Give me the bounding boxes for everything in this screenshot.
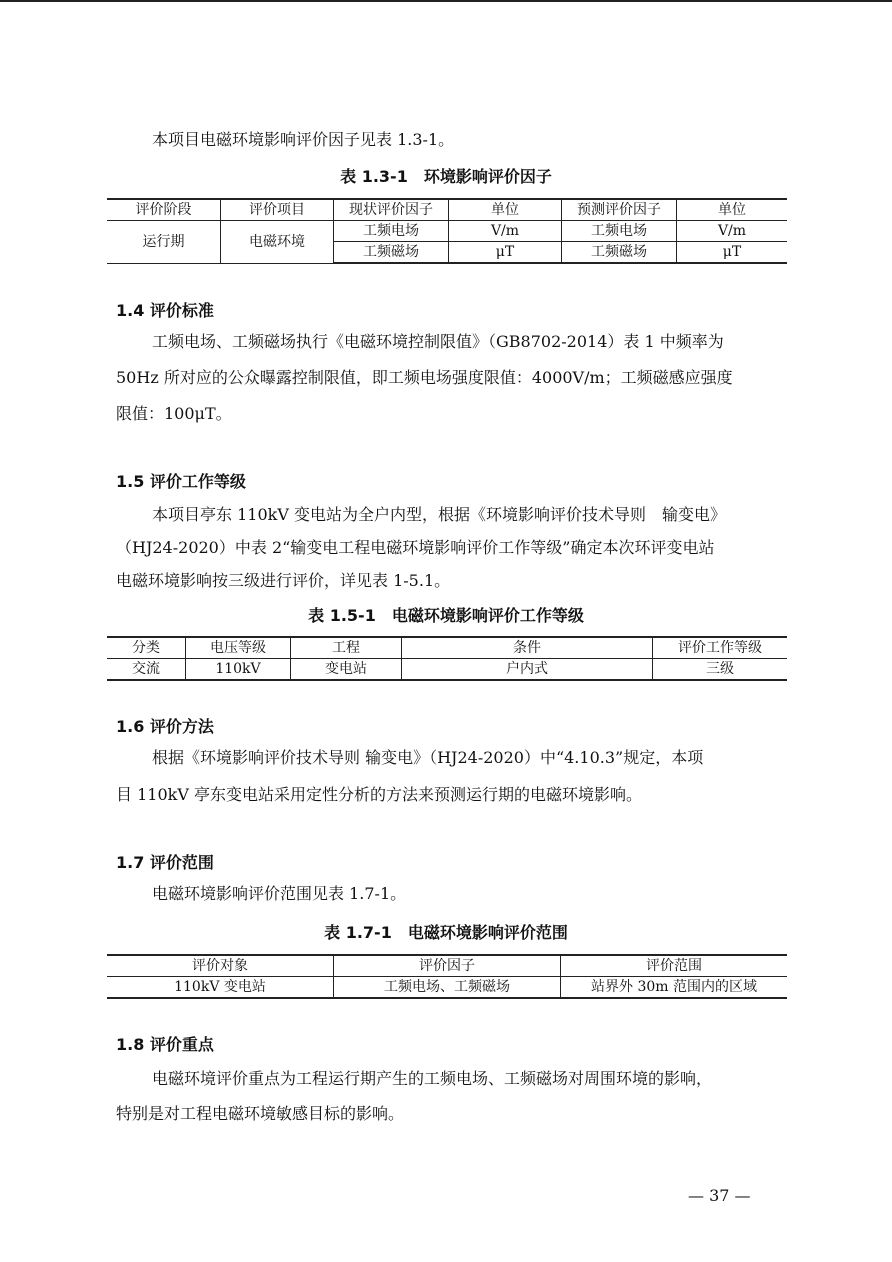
paragraph-line: 特别是对工程电磁环境敏感目标的影响。 [116,1104,405,1123]
table-cell: 户内式 [402,659,653,681]
table-cell: 变电站 [291,659,402,681]
paragraph-line: 本项目亭东 110kV 变电站为全户内型，根据《环境影响评价技术导则 输变电》 [152,505,726,524]
top-rule [0,0,892,2]
intro-text: 本项目电磁环境影响评价因子见表 1.3-1。 [152,130,455,149]
page-number: — 37 — [688,1186,751,1205]
table-header-row [107,199,787,221]
table-row [107,221,787,242]
table-row [107,977,787,999]
table-cell: 工频磁场 [562,242,677,264]
stage-cell: 运行期 [107,221,221,264]
header-cell: 评价工作等级 [653,637,788,659]
header-cell: 评价因子 [334,955,561,977]
section-heading-1-8: 1.8 评价重点 [116,1035,214,1054]
header-cell: 评价对象 [107,955,334,977]
table-1-7-1-caption: 表 1.7-1 电磁环境影响评价范围 [324,923,568,942]
header-cell: 现状评价因子 [334,199,449,221]
paragraph-line: （HJ24-2020）中表 2“输变电工程电磁环境影响评价工作等级”确定本次环评变电站 [116,538,715,557]
header-cell: 评价阶段 [107,199,221,221]
paragraph-line: 电磁环境评价重点为工程运行期产生的工频电场、工频磁场对周围环境的影响， [152,1069,713,1088]
table-cell: 三级 [653,659,788,681]
table-1-5-1-caption: 表 1.5-1 电磁环境影响评价工作等级 [308,606,584,625]
section-heading-1-4: 1.4 评价标准 [116,301,214,320]
header-cell: 单位 [449,199,562,221]
paragraph-line: 目 110kV 亭东变电站采用定性分析的方法来预测运行期的电磁环境影响。 [116,785,642,804]
table-cell: 工频磁场 [334,242,449,264]
section-heading-1-7: 1.7 评价范围 [116,853,214,872]
header-cell: 预测评价因子 [562,199,677,221]
table-1-3-1-caption: 表 1.3-1 环境影响评价因子 [340,167,552,186]
table-cell: 110kV 变电站 [107,977,334,999]
header-cell: 电压等级 [186,637,291,659]
table-cell: 交流 [107,659,186,681]
table-1-7-1 [107,954,787,999]
table-1-5-1 [107,636,787,681]
paragraph-line: 50Hz 所对应的公众曝露控制限值，即工频电场强度限值：4000V/m；工频磁感应强度 [116,368,733,387]
paragraph-line: 工频电场、工频磁场执行《电磁环境控制限值》（GB8702-2014）表 1 中频率为 [152,332,724,351]
table-cell: μT [677,242,788,264]
table-cell: μT [449,242,562,264]
paragraph-line: 电磁环境影响评价范围见表 1.7-1。 [152,884,407,903]
item-cell: 电磁环境 [221,221,334,264]
header-cell: 分类 [107,637,186,659]
header-cell: 工程 [291,637,402,659]
table-cell: 工频电场 [562,221,677,242]
header-cell: 条件 [402,637,653,659]
table-cell: 工频电场、工频磁场 [334,977,561,999]
section-heading-1-6: 1.6 评价方法 [116,717,214,736]
paragraph-line: 电磁环境影响按三级进行评价，详见表 1-5.1。 [116,571,451,590]
table-cell: V/m [677,221,788,242]
section-heading-1-5: 1.5 评价工作等级 [116,472,246,491]
table-row [107,659,787,681]
header-cell: 单位 [677,199,788,221]
table-cell: 站界外 30m 范围内的区域 [561,977,788,999]
paragraph-line: 限值：100μT。 [116,404,232,423]
header-cell: 评价范围 [561,955,788,977]
table-header-row [107,637,787,659]
table-cell: 110kV [186,659,291,681]
table-header-row [107,955,787,977]
header-cell: 评价项目 [221,199,334,221]
table-cell: 工频电场 [334,221,449,242]
paragraph-line: 根据《环境影响评价技术导则 输变电》（HJ24-2020）中“4.10.3”规定，本项 [152,748,704,767]
table-cell: V/m [449,221,562,242]
table-1-3-1 [107,198,787,264]
